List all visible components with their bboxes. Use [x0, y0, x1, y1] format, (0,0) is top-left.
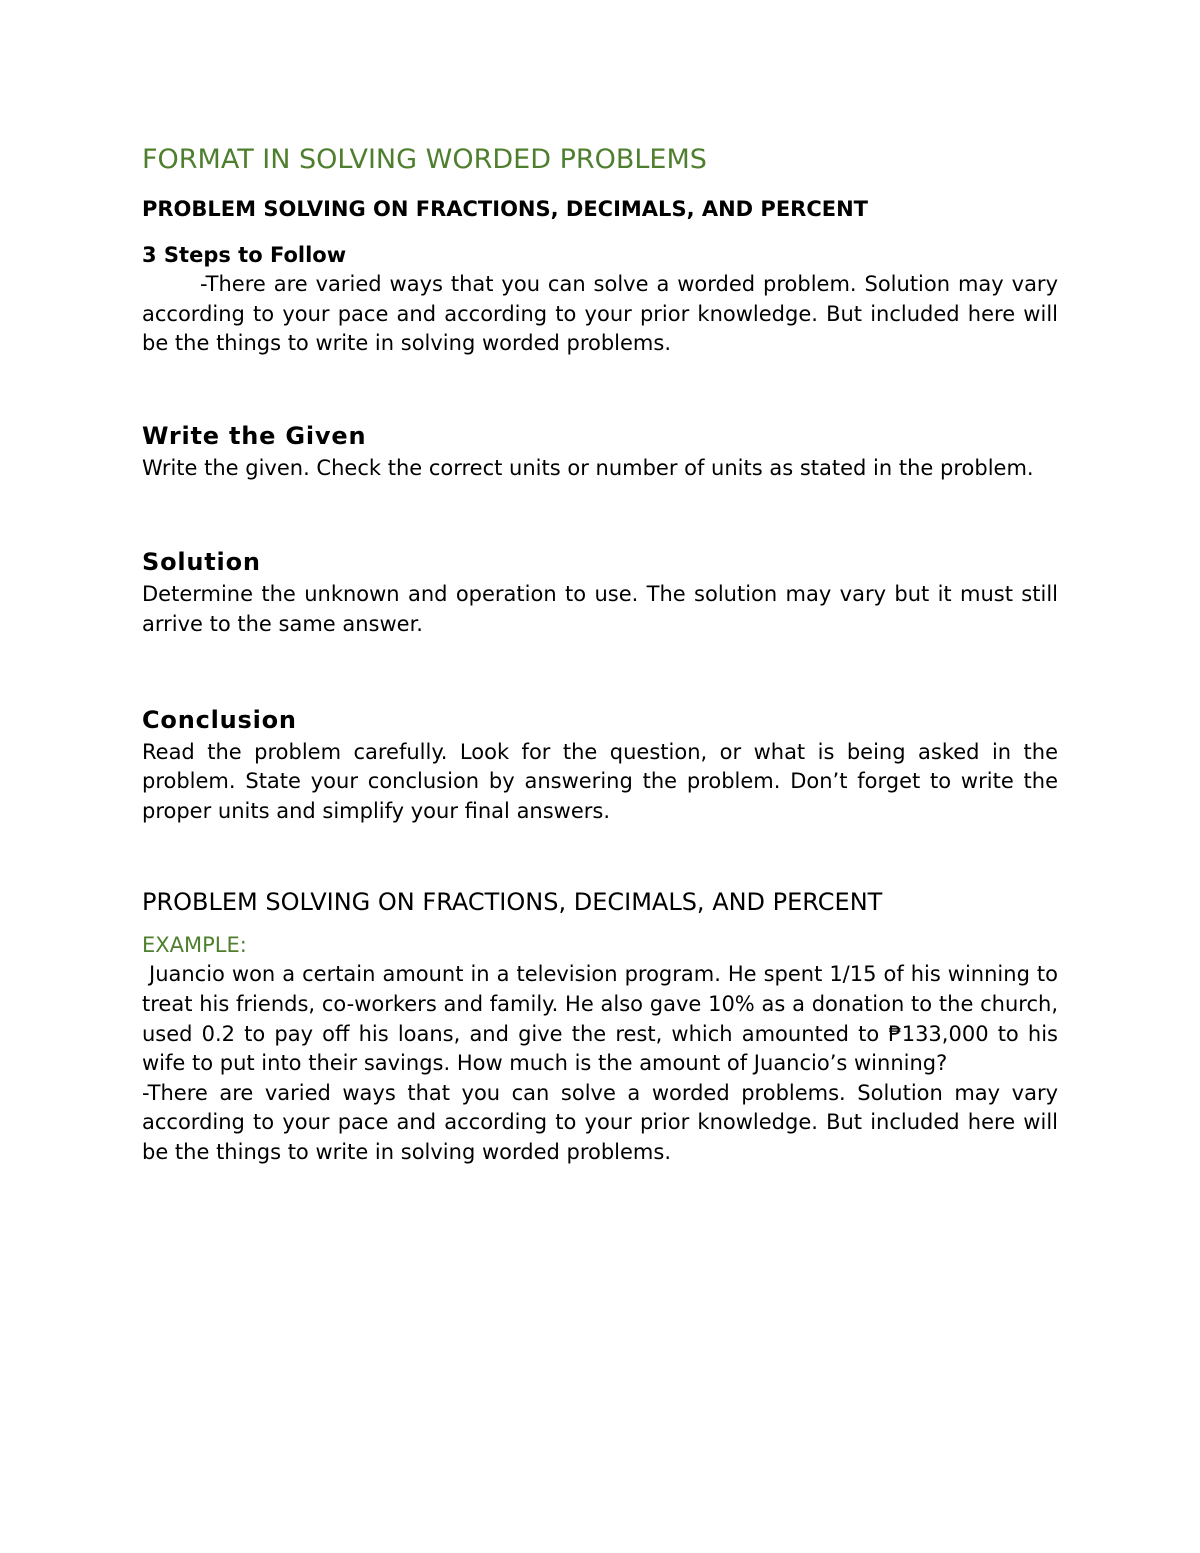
section-heading-solution: Solution — [142, 548, 261, 577]
second-heading: PROBLEM SOLVING ON FRACTIONS, DECIMALS, AND PERCENT — [142, 888, 883, 917]
section-text-conclusion: Read the problem carefully. Look for the question, or what is being asked in the problem. State your conclusion by answering the problem. Don’t forget to write the proper units and simplify your final answers. — [142, 739, 1058, 823]
document-body — [142, 138, 1065, 1168]
document-subtitle: PROBLEM SOLVING ON FRACTIONS, DECIMALS, AND PERCENT — [142, 197, 868, 221]
section-text-write-the-given: Write the given. Check the correct units or number of units as stated in the problem. — [142, 455, 1034, 480]
document-title: FORMAT IN SOLVING WORDED PROBLEMS — [142, 144, 707, 175]
example-label: EXAMPLE: — [142, 933, 247, 958]
example-paragraph: Juancio won a certain amount in a television program. He spent 1/15 of his winning to treat his friends, co-workers and family. He also gave 10% as a donation to the church, used 0.2 to pay off his loans, and give the rest, which amounted to ₱133,000 to his wife to put into their savings. How much is the amount of Juancio’s winning? — [142, 962, 1065, 1076]
closing-paragraph: -There are varied ways that you can solve a worded problems. Solution may vary according to your pace and according to your prior knowledge. But included here will be the things to write in solving worded problems. — [142, 1080, 1058, 1164]
steps-heading: 3 Steps to Follow — [142, 243, 347, 267]
section-heading-write-the-given: Write the Given — [142, 421, 367, 450]
section-text-solution: Determine the unknown and operation to use. The solution may vary but it must still arrive to the same answer. — [142, 582, 1058, 636]
section-heading-conclusion: Conclusion — [142, 705, 297, 734]
intro-paragraph: -There are varied ways that you can solve a worded problem. Solution may vary according to your pace and according to your prior knowledge. But included here will be the things to write in solving worded problems. — [142, 272, 1058, 356]
